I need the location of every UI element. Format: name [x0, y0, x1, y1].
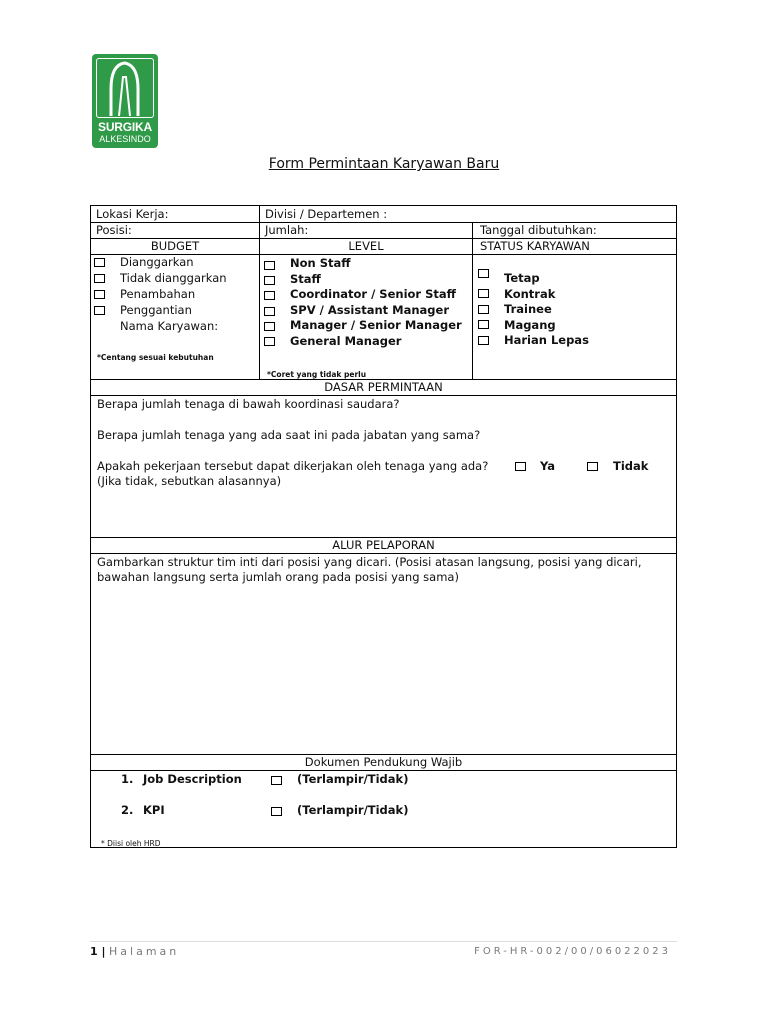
question-jabatan-sama: Berapa jumlah tenaga yang ada saat ini pada jabatan yang sama? [97, 428, 481, 442]
column-divider [472, 222, 473, 379]
ya-label: Ya [540, 459, 556, 473]
doc-number: 2. [121, 803, 134, 817]
alur-instruction-line1: Gambarkan struktur tim inti dari posisi yang dicari. (Posisi atasan langsung, posisi yang dicari, [97, 555, 642, 569]
logo-emblem [96, 58, 154, 118]
alur-instruction-line2: bawahan langsung serta jumlah orang pada posisi yang sama) [97, 570, 459, 584]
row-divider [91, 395, 676, 396]
budget-checkbox[interactable] [94, 290, 105, 299]
doc-status: (Terlampir/Tidak) [297, 772, 409, 786]
request-form-table [90, 205, 677, 848]
ya-checkbox[interactable] [515, 462, 526, 471]
level-option: Manager / Senior Manager [290, 318, 462, 332]
budget-option: Penggantian [120, 303, 192, 317]
question-alasan: (Jika tidak, sebutkan alasannya) [97, 474, 282, 488]
question-dikerjakan: Apakah pekerjaan tersebut dapat dikerjakan oleh tenaga yang ada? [97, 459, 489, 473]
alur-pelaporan-header: ALUR PELAPORAN [332, 538, 435, 552]
level-option: Staff [290, 272, 321, 286]
status-option: Harian Lepas [504, 333, 589, 347]
logo-text-line1: SURGIKA [98, 120, 152, 134]
status-option: Kontrak [504, 287, 556, 301]
logo-arch-icon [97, 59, 152, 116]
doc-job-description-label: Job Description [143, 772, 242, 786]
row-divider [91, 770, 676, 771]
doc-kpi-checkbox[interactable] [271, 807, 282, 816]
tidak-label: Tidak [613, 459, 649, 473]
row-divider [91, 553, 676, 554]
budget-checkbox[interactable] [94, 258, 105, 267]
divisi-label: Divisi / Departemen : [265, 207, 388, 221]
status-checkbox[interactable] [478, 305, 489, 314]
status-header: STATUS KARYAWAN [480, 239, 590, 253]
doc-kpi-label: KPI [143, 803, 165, 817]
page-number [90, 945, 179, 958]
level-checkbox[interactable] [264, 307, 275, 316]
company-logo [92, 54, 158, 148]
document-code: FOR-HR-002/00/06022023 [474, 946, 671, 957]
page-number-value: 1 | [90, 945, 106, 958]
budget-checkbox[interactable] [94, 274, 105, 283]
status-checkbox[interactable] [478, 320, 489, 329]
dasar-permintaan-header: DASAR PERMINTAAN [324, 380, 443, 394]
status-option: Tetap [504, 271, 540, 285]
status-option: Magang [504, 318, 556, 332]
level-checkbox[interactable] [264, 261, 275, 270]
hrd-note: * Diisi oleh HRD [101, 839, 161, 848]
level-checkbox[interactable] [264, 322, 275, 331]
column-divider [259, 206, 260, 379]
page-label: Halaman [109, 945, 180, 958]
level-option: Coordinator / Senior Staff [290, 287, 456, 301]
level-header: LEVEL [348, 239, 384, 253]
status-checkbox[interactable] [478, 289, 489, 298]
status-checkbox[interactable] [478, 336, 489, 345]
level-option: Non Staff [290, 256, 351, 270]
lokasi-kerja-label: Lokasi Kerja: [96, 207, 169, 221]
level-option: General Manager [290, 334, 402, 348]
logo-text-line2: ALKESINDO [99, 134, 151, 144]
budget-note: *Centang sesuai kebutuhan [97, 353, 214, 362]
doc-number: 1. [121, 772, 134, 786]
budget-checkbox[interactable] [94, 306, 105, 315]
level-checkbox[interactable] [264, 276, 275, 285]
tanggal-label: Tanggal dibutuhkan: [480, 223, 597, 237]
budget-header: BUDGET [150, 239, 200, 253]
doc-job-description-checkbox[interactable] [271, 776, 282, 785]
budget-option: Tidak dianggarkan [120, 271, 227, 285]
level-checkbox[interactable] [264, 337, 275, 346]
nama-karyawan-label: Nama Karyawan: [120, 319, 219, 333]
form-title: Form Permintaan Karyawan Baru [268, 156, 500, 172]
doc-status: (Terlampir/Tidak) [297, 803, 409, 817]
budget-option: Dianggarkan [120, 255, 194, 269]
level-note: *Coret yang tidak perlu [267, 370, 367, 379]
question-koordinasi: Berapa jumlah tenaga di bawah koordinasi saudara? [97, 397, 400, 411]
level-checkbox[interactable] [264, 291, 275, 300]
jumlah-label: Jumlah: [265, 223, 309, 237]
status-checkbox[interactable] [478, 269, 489, 278]
level-option: SPV / Assistant Manager [290, 303, 449, 317]
tidak-checkbox[interactable] [587, 462, 598, 471]
footer-divider [90, 941, 677, 942]
status-option: Trainee [504, 302, 552, 316]
budget-option: Penambahan [120, 287, 196, 301]
dokumen-header: Dokumen Pendukung Wajib [304, 755, 463, 769]
posisi-label: Posisi: [96, 223, 132, 237]
